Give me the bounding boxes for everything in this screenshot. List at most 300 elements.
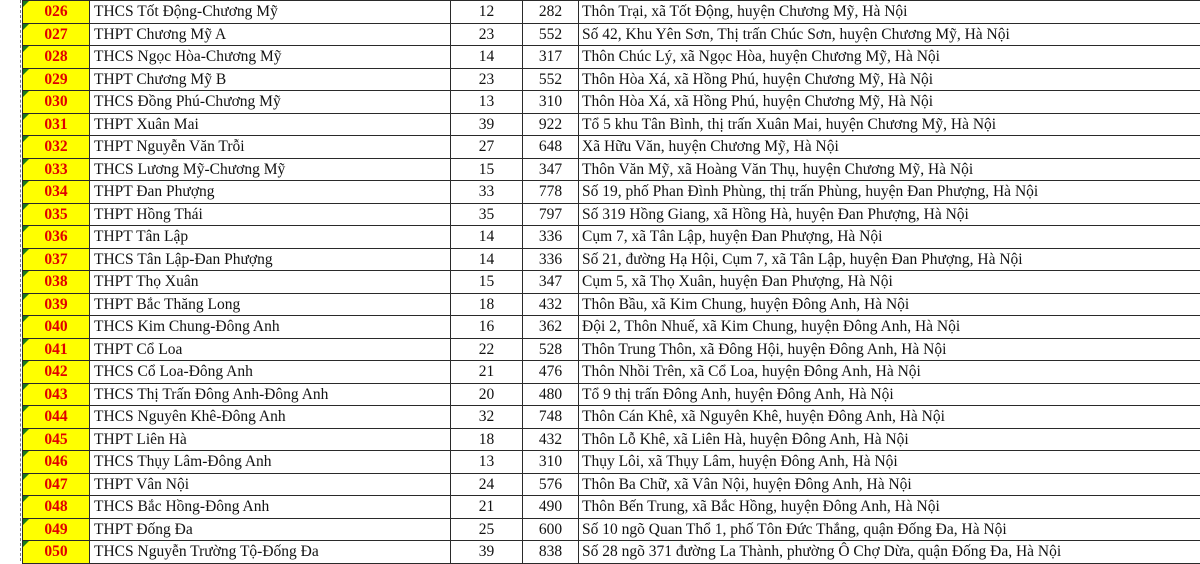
address-text: Thôn Hòa Xá, xã Hồng Phú, huyện Chương Mỹ, Hà Nội	[582, 71, 933, 88]
classes-text: 24	[479, 476, 495, 493]
school-name-text: THCS Đồng Phú-Chương Mỹ	[94, 93, 281, 110]
classes-text: 21	[479, 363, 495, 380]
classes-cell[interactable]	[451, 226, 523, 249]
students-text: 778	[539, 183, 562, 200]
address-text: Thôn Văn Mỹ, xã Hoàng Văn Thụ, huyện Chương Mỹ, Hà Nội	[582, 161, 973, 178]
address-cell[interactable]	[579, 271, 1200, 294]
school-name-cell[interactable]	[90, 451, 451, 474]
school-name-cell[interactable]	[90, 406, 451, 429]
classes-text: 20	[479, 386, 495, 403]
classes-text: 13	[479, 453, 495, 470]
school-name-cell[interactable]	[90, 518, 451, 541]
code-text: 028	[44, 48, 67, 65]
address-text: Xã Hữu Văn, huyện Chương Mỹ, Hà Nội	[582, 138, 839, 155]
school-name-cell[interactable]	[90, 136, 451, 159]
comment-indicator-icon	[23, 361, 29, 367]
students-text: 432	[539, 296, 562, 313]
address-text: Thôn Bầu, xã Kim Chung, huyện Đông Anh, Hà Nội	[582, 296, 909, 313]
code-cell[interactable]	[23, 203, 90, 226]
classes-text: 23	[479, 26, 495, 43]
address-text: Thôn Trại, xã Tốt Động, huyện Chương Mỹ, Hà Nội	[582, 3, 907, 20]
code-text: 032	[44, 138, 67, 155]
students-cell[interactable]	[523, 46, 579, 69]
comment-indicator-icon	[23, 271, 29, 277]
school-name-cell[interactable]	[90, 338, 451, 361]
classes-text: 16	[479, 318, 495, 335]
school-name-text: THPT Chương Mỹ B	[94, 71, 226, 88]
code-text: 031	[44, 116, 67, 133]
address-cell[interactable]	[579, 496, 1200, 519]
code-text: 042	[44, 363, 67, 380]
code-cell[interactable]	[23, 181, 90, 204]
code-cell[interactable]	[23, 518, 90, 541]
classes-text: 27	[479, 138, 495, 155]
code-text: 026	[44, 3, 67, 20]
code-text: 048	[44, 498, 67, 515]
address-text: Số 28 ngõ 371 đường La Thành, phường Ô Chợ Dừa, quận Đống Đa, Hà Nội	[582, 543, 1061, 560]
code-cell[interactable]	[23, 383, 90, 406]
school-name-text: THPT Bắc Thăng Long	[94, 296, 240, 313]
school-name-cell[interactable]	[90, 1, 451, 24]
classes-text: 23	[479, 71, 495, 88]
students-cell[interactable]	[523, 113, 579, 136]
school-name-cell[interactable]	[90, 383, 451, 406]
school-name-text: THCS Nguyễn Trường Tộ-Đống Đa	[94, 543, 319, 560]
students-text: 552	[539, 71, 562, 88]
classes-text: 18	[479, 296, 495, 313]
code-text: 045	[44, 431, 67, 448]
address-cell[interactable]	[579, 361, 1200, 384]
school-name-text: THPT Cổ Loa	[94, 341, 182, 358]
school-name-text: THPT Tân Lập	[94, 228, 188, 245]
table-row[interactable]	[23, 91, 1200, 114]
address-cell[interactable]	[579, 383, 1200, 406]
school-name-cell[interactable]	[90, 473, 451, 496]
students-cell[interactable]	[523, 496, 579, 519]
classes-cell[interactable]	[451, 248, 523, 271]
code-cell[interactable]	[23, 338, 90, 361]
school-name-cell[interactable]	[90, 158, 451, 181]
comment-indicator-icon	[23, 249, 29, 255]
address-cell[interactable]	[579, 226, 1200, 249]
table-row[interactable]	[23, 406, 1200, 429]
classes-cell[interactable]	[451, 46, 523, 69]
classes-cell[interactable]	[451, 158, 523, 181]
school-name-text: THPT Đống Đa	[94, 521, 193, 538]
address-cell[interactable]	[579, 406, 1200, 429]
classes-text: 33	[479, 183, 495, 200]
students-text: 362	[539, 318, 562, 335]
table-row[interactable]	[23, 293, 1200, 316]
code-text: 030	[44, 93, 67, 110]
school-name-cell[interactable]	[90, 541, 451, 564]
code-text: 044	[44, 408, 67, 425]
table-row[interactable]	[23, 181, 1200, 204]
code-cell[interactable]	[23, 91, 90, 114]
table-row[interactable]	[23, 1, 1200, 24]
comment-indicator-icon	[23, 159, 29, 165]
address-cell[interactable]	[579, 113, 1200, 136]
school-name-text: THCS Ngọc Hòa-Chương Mỹ	[94, 48, 282, 65]
address-cell[interactable]	[579, 293, 1200, 316]
code-cell[interactable]	[23, 406, 90, 429]
school-name-cell[interactable]	[90, 113, 451, 136]
code-cell[interactable]	[23, 316, 90, 339]
comment-indicator-icon	[23, 46, 29, 52]
school-name-cell[interactable]	[90, 293, 451, 316]
classes-text: 14	[479, 251, 495, 268]
table-row[interactable]	[23, 496, 1200, 519]
address-text: Số 42, Khu Yên Sơn, Thị trấn Chúc Sơn, huyện Chương Mỹ, Hà Nội	[582, 26, 1010, 43]
students-cell[interactable]	[523, 68, 579, 91]
address-cell[interactable]	[579, 473, 1200, 496]
address-cell[interactable]	[579, 1, 1200, 24]
classes-cell[interactable]	[451, 68, 523, 91]
school-name-text: THCS Lương Mỹ-Chương Mỹ	[94, 161, 285, 178]
code-text: 047	[44, 476, 67, 493]
school-name-text: THCS Bắc Hồng-Đông Anh	[94, 498, 269, 515]
code-text: 038	[44, 273, 67, 290]
code-cell[interactable]	[23, 136, 90, 159]
code-cell[interactable]	[23, 361, 90, 384]
students-text: 476	[539, 363, 562, 380]
classes-text: 25	[479, 521, 495, 538]
code-text: 050	[44, 543, 67, 560]
school-name-cell[interactable]	[90, 23, 451, 46]
comment-indicator-icon	[23, 541, 29, 547]
classes-cell[interactable]	[451, 203, 523, 226]
school-name-text: THPT Hồng Thái	[94, 206, 203, 223]
school-name-text: THCS Kim Chung-Đông Anh	[94, 318, 280, 335]
address-text: Thôn Chúc Lý, xã Ngọc Hòa, huyện Chương Mỹ, Hà Nội	[582, 48, 940, 65]
code-cell[interactable]	[23, 496, 90, 519]
school-name-cell[interactable]	[90, 181, 451, 204]
comment-indicator-icon	[23, 339, 29, 345]
classes-cell[interactable]	[451, 136, 523, 159]
address-cell[interactable]	[579, 451, 1200, 474]
table-row[interactable]	[23, 226, 1200, 249]
classes-cell[interactable]	[451, 496, 523, 519]
classes-cell[interactable]	[451, 1, 523, 24]
classes-cell[interactable]	[451, 473, 523, 496]
students-cell[interactable]	[523, 91, 579, 114]
code-text: 037	[44, 251, 67, 268]
code-cell[interactable]	[23, 113, 90, 136]
school-name-text: THCS Tốt Động-Chương Mỹ	[94, 3, 278, 20]
code-text: 049	[44, 521, 67, 538]
classes-cell[interactable]	[451, 383, 523, 406]
table-row[interactable]	[23, 361, 1200, 384]
students-text: 576	[539, 476, 562, 493]
students-cell[interactable]	[523, 271, 579, 294]
code-text: 036	[44, 228, 67, 245]
address-text: Tổ 5 khu Tân Bình, thị trấn Xuân Mai, huyện Chương Mỹ, Hà Nội	[582, 116, 996, 133]
code-cell[interactable]	[23, 451, 90, 474]
students-text: 838	[539, 543, 562, 560]
students-text: 310	[539, 93, 562, 110]
classes-text: 12	[479, 3, 495, 20]
school-name-cell[interactable]	[90, 68, 451, 91]
school-name-text: THPT Nguyễn Văn Trỗi	[94, 138, 245, 155]
address-cell[interactable]	[579, 203, 1200, 226]
table-row[interactable]	[23, 68, 1200, 91]
students-text: 600	[539, 521, 562, 538]
table-row[interactable]	[23, 136, 1200, 159]
students-cell[interactable]	[523, 248, 579, 271]
students-text: 317	[539, 48, 562, 65]
address-text: Cụm 5, xã Thọ Xuân, huyện Đan Phượng, Hà Nội	[582, 273, 893, 290]
table-row[interactable]	[23, 248, 1200, 271]
address-text: Thôn Cán Khê, xã Nguyên Khê, huyện Đông Anh, Hà Nội	[582, 408, 945, 425]
address-text: Thôn Ba Chữ, xã Vân Nội, huyện Đông Anh, Hà Nội	[582, 476, 912, 493]
students-text: 748	[539, 408, 562, 425]
comment-indicator-icon	[23, 24, 29, 30]
comment-indicator-icon	[23, 316, 29, 322]
code-cell[interactable]	[23, 158, 90, 181]
classes-text: 22	[479, 341, 495, 358]
address-cell[interactable]	[579, 338, 1200, 361]
comment-indicator-icon	[23, 91, 29, 97]
address-cell[interactable]	[579, 68, 1200, 91]
code-cell[interactable]	[23, 46, 90, 69]
classes-cell[interactable]	[451, 91, 523, 114]
students-cell[interactable]	[523, 428, 579, 451]
code-cell[interactable]	[23, 271, 90, 294]
table-row[interactable]	[23, 518, 1200, 541]
students-text: 648	[539, 138, 562, 155]
address-cell[interactable]	[579, 158, 1200, 181]
students-cell[interactable]	[523, 1, 579, 24]
classes-cell[interactable]	[451, 181, 523, 204]
classes-text: 14	[479, 228, 495, 245]
code-text: 039	[44, 296, 67, 313]
comment-indicator-icon	[23, 451, 29, 457]
students-text: 310	[539, 453, 562, 470]
code-cell[interactable]	[23, 248, 90, 271]
students-cell[interactable]	[523, 518, 579, 541]
students-cell[interactable]	[523, 541, 579, 564]
code-cell[interactable]	[23, 226, 90, 249]
classes-text: 13	[479, 93, 495, 110]
school-name-cell[interactable]	[90, 361, 451, 384]
students-cell[interactable]	[523, 316, 579, 339]
address-cell[interactable]	[579, 46, 1200, 69]
school-name-text: THPT Thọ Xuân	[94, 273, 198, 290]
code-text: 035	[44, 206, 67, 223]
students-text: 552	[539, 26, 562, 43]
school-name-text: THPT Chương Mỹ A	[94, 26, 226, 43]
students-text: 490	[539, 498, 562, 515]
code-text: 034	[44, 183, 67, 200]
school-name-cell[interactable]	[90, 91, 451, 114]
school-name-cell[interactable]	[90, 203, 451, 226]
address-cell[interactable]	[579, 248, 1200, 271]
code-text: 041	[44, 341, 67, 358]
students-cell[interactable]	[523, 338, 579, 361]
comment-indicator-icon	[23, 496, 29, 502]
code-text: 033	[44, 161, 67, 178]
students-cell[interactable]	[523, 406, 579, 429]
students-cell[interactable]	[523, 226, 579, 249]
classes-cell[interactable]	[451, 338, 523, 361]
comment-indicator-icon	[23, 474, 29, 480]
comment-indicator-icon	[23, 294, 29, 300]
school-name-text: THPT Xuân Mai	[94, 116, 199, 133]
code-text: 043	[44, 386, 67, 403]
comment-indicator-icon	[23, 181, 29, 187]
classes-cell[interactable]	[451, 518, 523, 541]
school-name-text: THCS Thị Trấn Đông Anh-Đông Anh	[94, 386, 328, 403]
address-text: Thôn Nhồi Trên, xã Cổ Loa, huyện Đông Anh, Hà Nội	[582, 363, 921, 380]
comment-indicator-icon	[23, 384, 29, 390]
students-cell[interactable]	[523, 361, 579, 384]
table-row[interactable]	[23, 158, 1200, 181]
classes-cell[interactable]	[451, 406, 523, 429]
students-cell[interactable]	[523, 451, 579, 474]
code-cell[interactable]	[23, 473, 90, 496]
code-cell[interactable]	[23, 68, 90, 91]
comment-indicator-icon	[23, 406, 29, 412]
school-name-cell[interactable]	[90, 271, 451, 294]
table-row[interactable]	[23, 428, 1200, 451]
address-cell[interactable]	[579, 541, 1200, 564]
students-cell[interactable]	[523, 293, 579, 316]
classes-cell[interactable]	[451, 541, 523, 564]
code-text: 029	[44, 71, 67, 88]
table-row[interactable]	[23, 473, 1200, 496]
classes-text: 14	[479, 48, 495, 65]
school-name-text: THPT Liên Hà	[94, 431, 187, 448]
address-text: Số 319 Hồng Giang, xã Hồng Hà, huyện Đan Phượng, Hà Nội	[582, 206, 969, 223]
code-cell[interactable]	[23, 293, 90, 316]
address-cell[interactable]	[579, 316, 1200, 339]
exam-sites-table	[22, 0, 1200, 564]
address-text: Số 10 ngõ Quan Thổ 1, phố Tôn Đức Thắng, quận Đống Đa, Hà Nội	[582, 521, 1007, 538]
address-cell[interactable]	[579, 136, 1200, 159]
address-text: Cụm 7, xã Tân Lập, huyện Đan Phượng, Hà Nội	[582, 228, 882, 245]
classes-text: 35	[479, 206, 495, 223]
address-cell[interactable]	[579, 23, 1200, 46]
classes-cell[interactable]	[451, 361, 523, 384]
address-text: Thôn Hòa Xá, xã Hồng Phú, huyện Chương Mỹ, Hà Nội	[582, 93, 933, 110]
school-name-cell[interactable]	[90, 248, 451, 271]
classes-text: 15	[479, 161, 495, 178]
classes-text: 39	[479, 543, 495, 560]
classes-cell[interactable]	[451, 451, 523, 474]
students-cell[interactable]	[523, 203, 579, 226]
students-cell[interactable]	[523, 473, 579, 496]
code-text: 027	[44, 26, 67, 43]
students-text: 336	[539, 228, 562, 245]
students-text: 480	[539, 386, 562, 403]
code-cell[interactable]	[23, 428, 90, 451]
classes-text: 15	[479, 273, 495, 290]
comment-indicator-icon	[23, 519, 29, 525]
school-name-text: THPT Vân Nội	[94, 476, 189, 493]
classes-cell[interactable]	[451, 428, 523, 451]
address-text: Tổ 9 thị trấn Đông Anh, huyện Đông Anh, Hà Nội	[582, 386, 894, 403]
school-name-cell[interactable]	[90, 316, 451, 339]
comment-indicator-icon	[23, 69, 29, 75]
classes-text: 18	[479, 431, 495, 448]
students-text: 432	[539, 431, 562, 448]
table-row[interactable]	[23, 23, 1200, 46]
students-cell[interactable]	[523, 383, 579, 406]
comment-indicator-icon	[23, 226, 29, 232]
table-row[interactable]	[23, 203, 1200, 226]
students-cell[interactable]	[523, 158, 579, 181]
students-cell[interactable]	[523, 136, 579, 159]
comment-indicator-icon	[23, 204, 29, 210]
school-name-cell[interactable]	[90, 46, 451, 69]
school-name-text: THPT Đan Phượng	[94, 183, 215, 200]
address-text: Số 21, đường Hạ Hội, Cụm 7, xã Tân Lập, huyện Đan Phượng, Hà Nội	[582, 251, 1023, 268]
school-name-cell[interactable]	[90, 428, 451, 451]
address-text: Thôn Trung Thôn, xã Đông Hội, huyện Đông Anh, Hà Nội	[582, 341, 946, 358]
table-row[interactable]	[23, 541, 1200, 564]
students-text: 347	[539, 273, 562, 290]
address-text: Thụy Lôi, xã Thụy Lâm, huyện Đông Anh, Hà Nội	[582, 453, 898, 470]
table-row[interactable]	[23, 113, 1200, 136]
students-text: 347	[539, 161, 562, 178]
table-row[interactable]	[23, 383, 1200, 406]
table-row[interactable]	[23, 338, 1200, 361]
students-text: 797	[539, 206, 562, 223]
table-body	[23, 1, 1200, 564]
code-cell[interactable]	[23, 541, 90, 564]
classes-cell[interactable]	[451, 271, 523, 294]
address-cell[interactable]	[579, 428, 1200, 451]
code-text: 046	[44, 453, 67, 470]
table-row[interactable]	[23, 271, 1200, 294]
students-text: 922	[539, 116, 562, 133]
table-row[interactable]	[23, 451, 1200, 474]
students-cell[interactable]	[523, 181, 579, 204]
classes-text: 39	[479, 116, 495, 133]
comment-indicator-icon	[23, 429, 29, 435]
school-name-text: THCS Nguyên Khê-Đông Anh	[94, 408, 286, 425]
address-text: Thôn Lỗ Khê, xã Liên Hà, huyện Đông Anh, Hà Nội	[582, 431, 909, 448]
classes-cell[interactable]	[451, 316, 523, 339]
address-cell[interactable]	[579, 181, 1200, 204]
address-cell[interactable]	[579, 518, 1200, 541]
school-name-cell[interactable]	[90, 226, 451, 249]
address-text: Thôn Bến Trung, xã Bắc Hồng, huyện Đông Anh, Hà Nội	[582, 498, 940, 515]
students-text: 282	[539, 3, 562, 20]
row-gutter	[0, 0, 21, 561]
classes-cell[interactable]	[451, 23, 523, 46]
code-text: 040	[44, 318, 67, 335]
address-cell[interactable]	[579, 91, 1200, 114]
school-name-cell[interactable]	[90, 496, 451, 519]
school-name-text: THCS Tân Lập-Đan Phượng	[94, 251, 273, 268]
students-cell[interactable]	[523, 23, 579, 46]
school-name-text: THCS Thụy Lâm-Đông Anh	[94, 453, 272, 470]
address-text: Đội 2, Thôn Nhuế, xã Kim Chung, huyện Đông Anh, Hà Nội	[582, 318, 960, 335]
table-row[interactable]	[23, 316, 1200, 339]
code-cell[interactable]	[23, 23, 90, 46]
comment-indicator-icon	[23, 136, 29, 142]
classes-text: 21	[479, 498, 495, 515]
classes-cell[interactable]	[451, 113, 523, 136]
students-text: 528	[539, 341, 562, 358]
school-name-text: THCS Cổ Loa-Đông Anh	[94, 363, 253, 380]
code-cell[interactable]	[23, 1, 90, 24]
comment-indicator-icon	[23, 114, 29, 120]
table-row[interactable]	[23, 46, 1200, 69]
students-text: 336	[539, 251, 562, 268]
classes-cell[interactable]	[451, 293, 523, 316]
